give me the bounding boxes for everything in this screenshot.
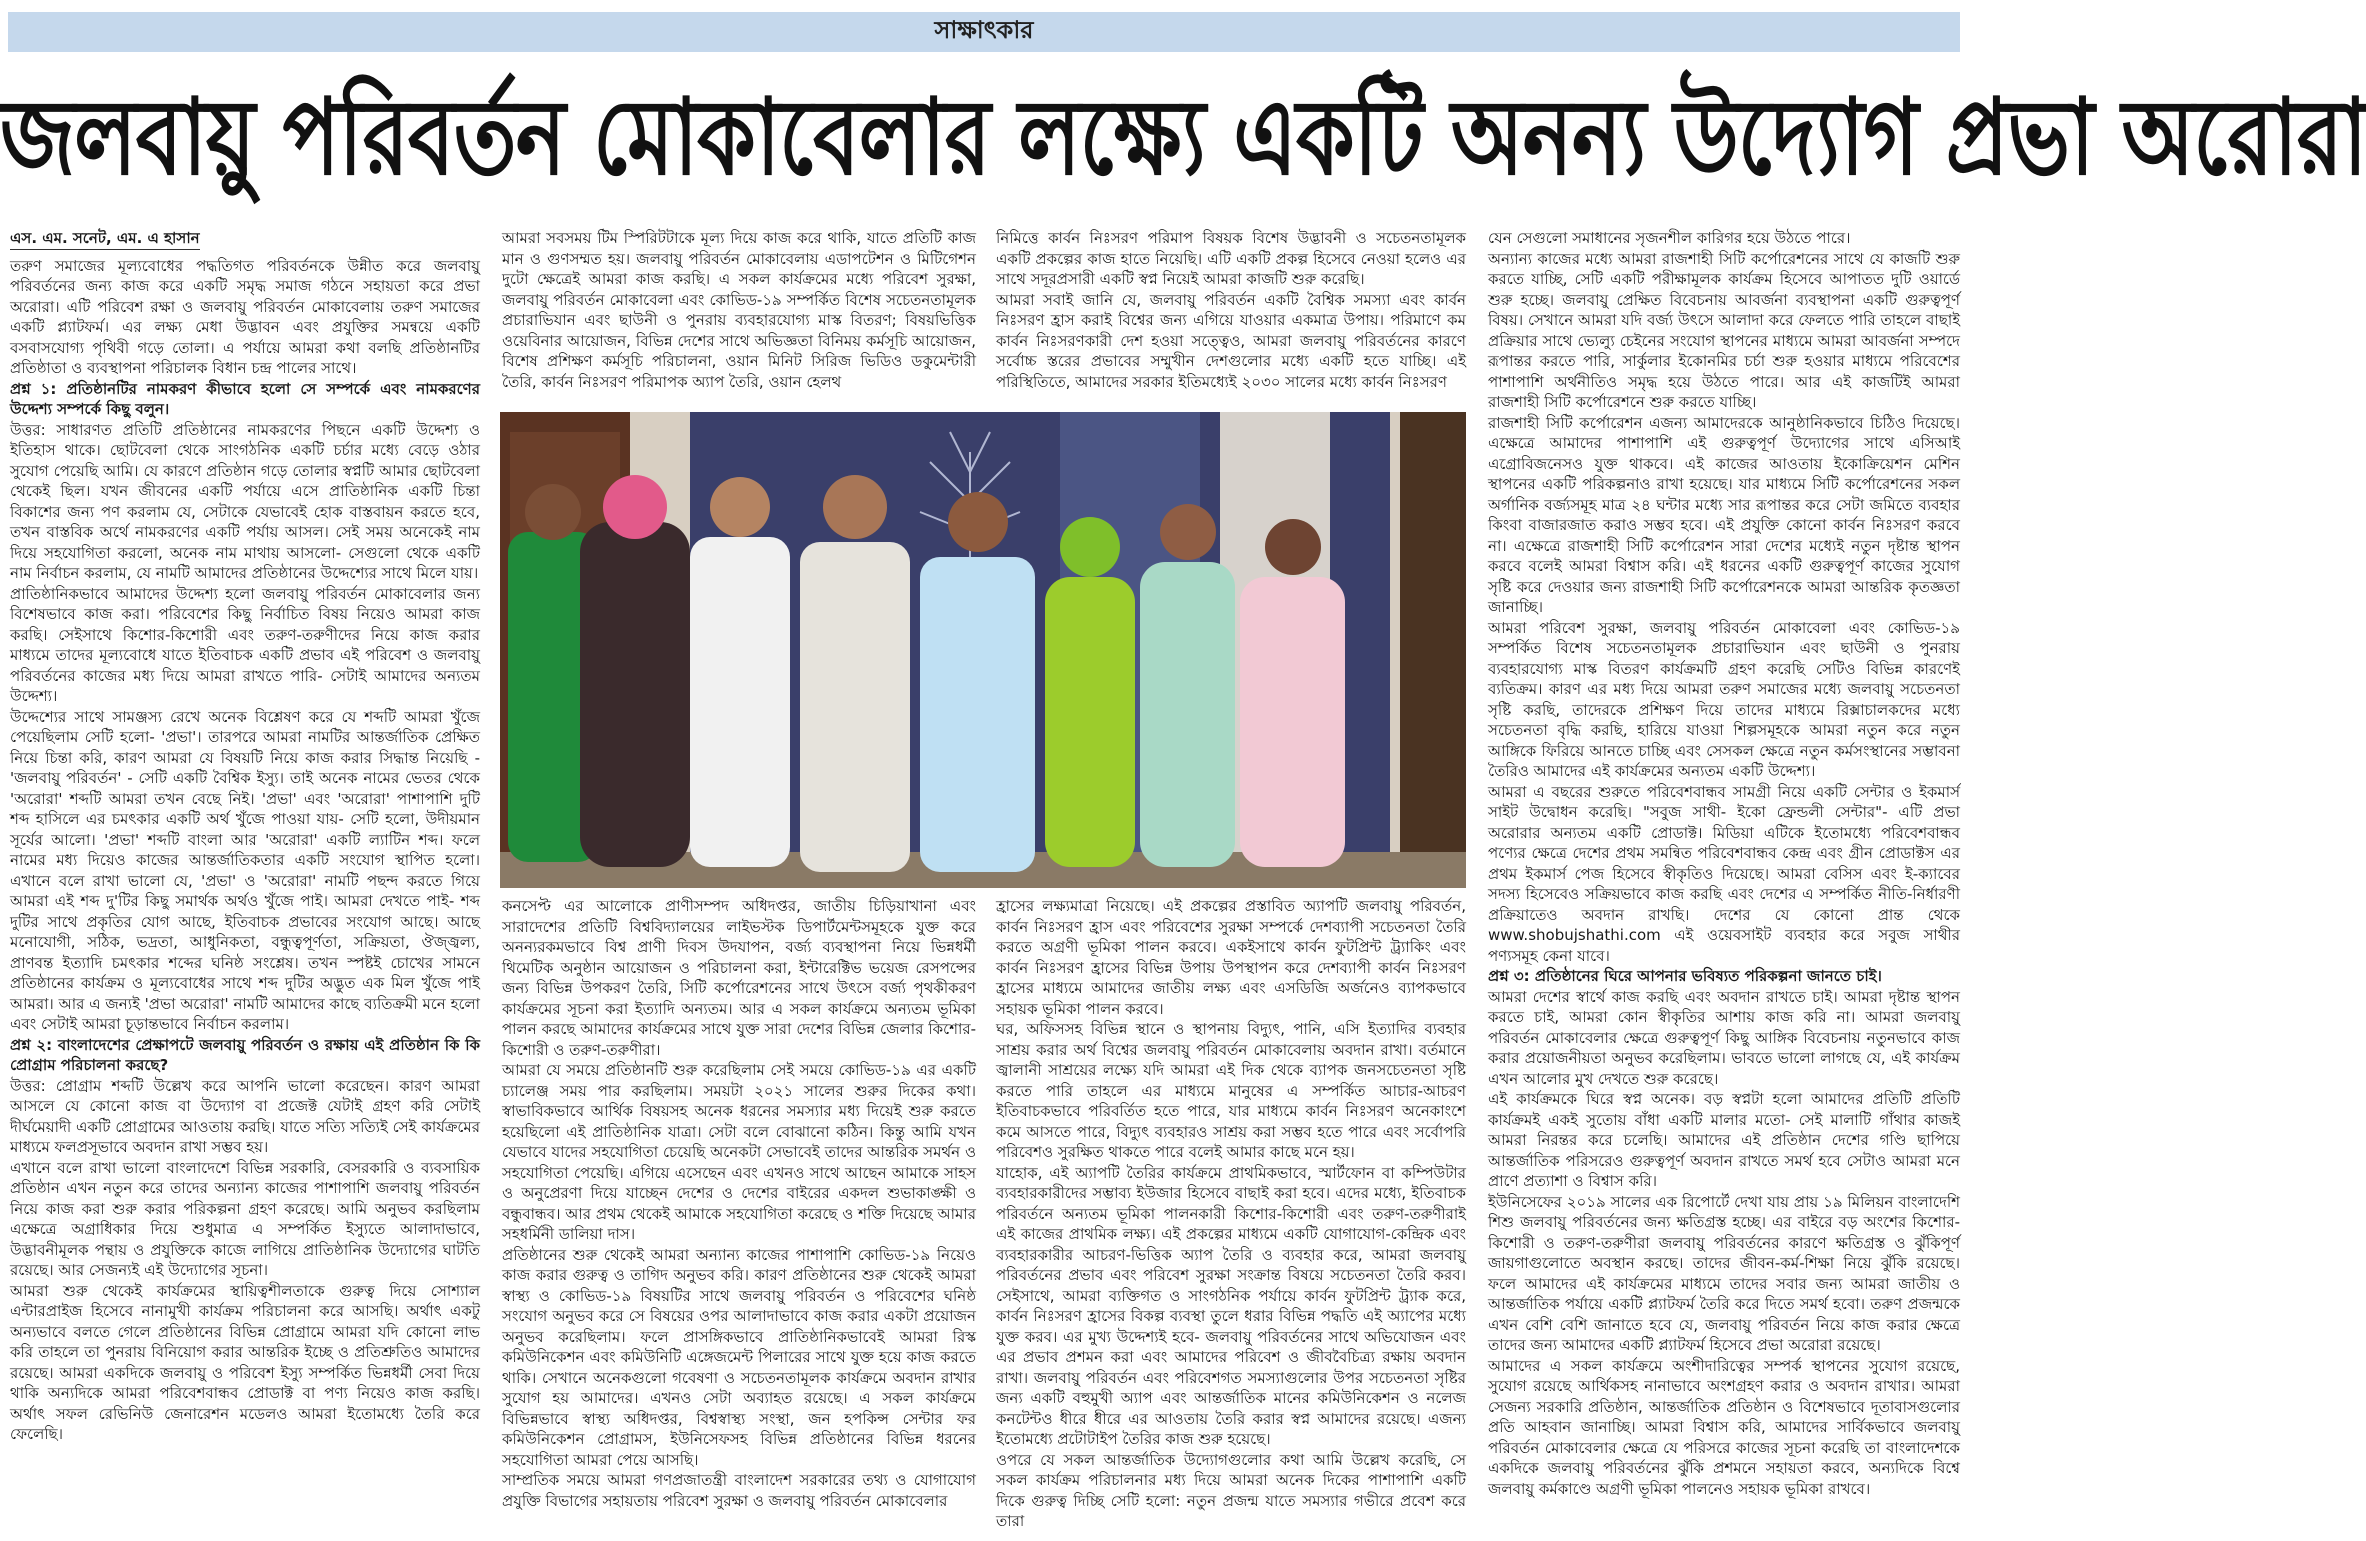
- article-column-3-top: [996, 228, 1466, 404]
- paragraph: যেন সেগুলো সমাধানের সৃজনশীল কারিগর হয়ে উঠতে পারে।: [1488, 229, 1851, 247]
- article-column-3-bottom: [996, 896, 1466, 1540]
- paragraph: সাম্প্রতিক সময়ে আমরা গণপ্রজাতন্ত্রী বাংলাদেশ সরকারের তথ্য ও যোগাযোগ প্রযুক্তি বিভাগের সহায়তায় পরিবেশ সুরক্ষা ও জলবায়ু পরিবর্তন মোকাবেলার: [502, 1471, 976, 1510]
- paragraph: আমরা পরিবেশ সুরক্ষা, জলবায়ু পরিবর্তন মোকাবেলা এবং কোভিড-১৯ সম্পর্কিত বিশেষ সচেতনতামূলক প্রচারাভিযান এবং ছাউনী ও পুনরায় ব্যবহারযোগ্য মাস্ক বিতরণ কার্যক্রমটি গ্রহণ করেছি সেটিও বিভিন্ন কারণেই ব্যতিক্রম। কারণ এর মধ্য দিয়ে আমরা তরুণ সমাজের মধ্যে জলবায়ু সচেতনতা সৃষ্টি করছি, তাদেরকে প্রশিক্ষণ দিয়ে তাদের মাধ্যমে রিক্সাচালকদের মধ্যে সচেতনতা বৃদ্ধি করছি, হারিয়ে যাওয়া শিল্পসমূহকে আমরা নতুন করে নতুন আঙ্গিকে ফিরিয়ে আনতে চাচ্ছি এবং সেসকল ক্ষেত্রে নতুন কর্মসংস্থানের সম্ভাবনা তৈরিও আমাদের এই কার্যক্রমের অন্যতম একটি উদ্দেশ্য।: [1488, 618, 1960, 780]
- paragraph: ওপরে যে সকল আন্তর্জাতিক উদ্যোগগুলোর কথা আমি উল্লেখ করেছি, সে সকল কার্যক্রম পরিচালনার মধ্য দিয়ে আমরা অনেক দিকের পাশাপাশি একটি দিকে গুরুত্ব দিচ্ছি সেটি হলো: নতুন প্রজন্ম যাতে সমস্যার গভীরে প্রবেশ করে তারা: [996, 1450, 1466, 1530]
- paragraph: রাজশাহী সিটি কর্পোরেশন এজন্য আমাদেরকে আনুষ্ঠানিকভাবে চিঠিও দিয়েছে। এক্ষেত্রে আমাদের পাশাপাশি এই গুরুত্বপূর্ণ উদ্যোগের সাথে এসিআই এগ্রোবিজনেসও যুক্ত থাকবে। এই কাজের আওতায় ইকোক্রিয়েশন মেশিন স্থাপনের একটি পরিকল্পনাও রাখা হয়েছে। যার মাধ্যমে সিটি কর্পোরেশনের সকল অর্গানিক বর্জ্যসমূহ মাত্র ২৪ ঘন্টার মধ্যে সার রূপান্তর করে সেটা জমিতে ব্যবহার কিংবা বাজারজাত করাও সম্ভব হবে। এই প্রযুক্তি কোনো কার্বন নিঃসরণ করবে না। এক্ষেত্রে রাজশাহী সিটি কর্পোরেশন সারা দেশের মধ্যেই নতুন দৃষ্টান্ত স্থাপন করবে বলেই আমরা বিশ্বাস করি। এই ধরনের একটি গুরুত্বপূর্ণ কাজের সুযোগ সৃষ্টি করে দেওয়ার জন্য রাজশাহী সিটি কর্পোরেশনকে আমরা আন্তরিক কৃতজ্ঞতা জানাচ্ছি।: [1488, 413, 1960, 616]
- paragraph: ঘর, অফিসসহ বিভিন্ন স্থানে ও স্থাপনায় বিদ্যুৎ, পানি, এসি ইত্যাদির ব্যবহার সাশ্রয় করার অর্থ বিশ্বের জলবায়ু পরিবর্তন মোকাবেলায় অবদান রাখা। বর্তমানে জ্বালানী সাশ্রয়ের লক্ষ্যে যদি আমরা এই দিক থেকে ব্যাপক জনসচেতনতা সৃষ্টি করতে পারি তাহলে এর মাধ্যমে মানুষের এ সম্পর্কিত আচার-আচরণ ইতিবাচকভাবে পরিবর্তিত হতে পারে, যার মাধ্যমে কার্বন নিঃসরণ অনেকাংশে কমে আসতে পারে, বিদ্যুৎ ব্যবহারও সাশ্রয় করা সম্ভব হতে পারে এবং সর্বোপরি পরিবেশও সুরক্ষিত থাকতে পারে বলেই আমার কাছে মনে হয়।: [996, 1020, 1466, 1161]
- paragraph: যাহোক, এই অ্যাপটি তৈরির কার্যক্রমে প্রাথমিকভাবে, স্মার্টফোন বা কম্পিউটার ব্যবহারকারীদের সম্ভাব্য ইউজার হিসেবে বাছাই করা হবে। এদের মধ্যে, ইতিবাচক পরিবর্তনে অন্যতম ভূমিকা পালনকারী কিশোর-কিশোরী এবং তরুণ-তরুণীরাই এই কাজের প্রাথমিক লক্ষ্য। এই প্রকল্পের মাধ্যমে একটি যোগাযোগ-কেন্দ্রিক এবং ব্যবহারকারীর আচরণ-ভিত্তিক অ্যাপ তৈরি ও ব্যবহার করে, আমরা জলবায়ু পরিবর্তনের প্রভাব এবং পরিবেশ সুরক্ষা সংক্রান্ত বিষয়ে সচেতনতা তৈরি করব। সেইসাথে, আমরা ব্যক্তিগত ও সাংগঠনিক পর্যায়ে কার্বন ফুটপ্রিন্ট ট্র্যাক করে, কার্বন নিঃসরণ হ্রাসের বিকল্প ব্যবস্থা তুলে ধরার বিভিন্ন পদ্ধতি এই অ্যাপের মধ্যে যুক্ত করব। এর মুখ্য উদ্দেশ্যই হবে- জলবায়ু পরিবর্তনের সাথে অভিযোজন এবং এর প্রভাব প্রশমন করা এবং আমাদের পরিবেশ ও জীববৈচিত্র্য রক্ষায় অবদান রাখা। জলবায়ু পরিবর্তন এবং পরিবেশগত সমস্যাগুলোর উপর সচেতনতা সৃষ্টির জন্য একটি বহুমুখী অ্যাপ এবং আন্তর্জাতিক মানের কমিউনিকেশন ও নলেজ কনটেন্টও ধীরে ধীরে এর আওতায় তৈরি করার স্বপ্ন আমাদের রয়েছে। এজন্য ইতোমধ্যে প্রটোটাইপ তৈরির কাজ শুরু হয়েছে।: [996, 1163, 1466, 1448]
- paragraph: এই কার্যক্রমকে ঘিরে স্বপ্ন অনেক। বড় স্বপ্নটা হলো আমাদের প্রতিটি প্রতিটি কার্যক্রমই একই সুতোয় বাঁধা একটি মালার মতো- সেই মালাটি গাঁথার কাজই আমরা নিরন্তর করে চলেছি। আমাদের এই প্রতিষ্ঠান দেশের গণ্ডি ছাপিয়ে আন্তর্জাতিক পরিসরেও গুরুত্বপূর্ণ অবদান রাখতে সমর্থ হবে সেটাও আমরা মনে প্রাণে প্রত্যাশা ও বিশ্বাস করি।: [1488, 1090, 1960, 1190]
- paragraph: আমরা দেশের স্বার্থে কাজ করছি এবং অবদান রাখতে চাই। আমরা দৃষ্টান্ত স্থাপন করতে চাই, আমরা কোন স্বীকৃতির আশায় কাজ করি না। আমরা জলবায়ু পরিবর্তন মোকাবেলার ক্ষেত্রে গুরুত্বপূর্ণ কিছু আঙ্গিক বিবেচনায় নতুনভাবে কাজ করার প্রয়োজনীয়তা অনুভব করেছিলাম। ভাবতে ভালো লাগছে যে, এই কার্যক্রম এখন আলোর মুখ দেখতে শুরু করেছে।: [1488, 987, 1960, 1088]
- group-photo: [500, 412, 1466, 888]
- paragraph: প্রশ্ন ২: বাংলাদেশের প্রেক্ষাপটে জলবায়ু পরিবর্তন ও রক্ষায় এই প্রতিষ্ঠান কি কি প্রোগ্রাম পরিচালনা করছে?: [10, 1035, 480, 1074]
- paragraph: প্রাতিষ্ঠানিকভাবে আমাদের উদ্দেশ্য হলো জলবায়ু পরিবর্তন মোকাবেলার জন্য বিশেষভাবে কাজ করা। পরিবেশের কিছু নির্বাচিত বিষয় নিয়েও আমরা কাজ করছি। সেইসাথে কিশোর-কিশোরী এবং তরুণ-তরুণীদের নিয়ে কাজ করার মাধ্যমে তাদের মূল্যবোধে যাতে ইতিবাচক একটি প্রভাব এই পরিবেশ ও জলবায়ু পরিবর্তনের কাজের মধ্য দিয়ে আমরা রাখতে পারি- সেটাই আমাদের অন্যতম উদ্দেশ্য।: [10, 584, 480, 705]
- paragraph: এখানে বলে রাখা ভালো বাংলাদেশে বিভিন্ন সরকারি, বেসরকারি ও ব্যবসায়িক প্রতিষ্ঠান এখন নতুন করে তাদের অন্যান্য কাজের পাশাপাশি জলবায়ু পরিবর্তন নিয়ে কাজ করা শুরু করার পরিকল্পনা গ্রহণ করেছে। আমি অনুভব করছিলাম এক্ষেত্রে অগ্রাধিকার দিয়ে শুধুমাত্র এ সম্পর্কিত ইস্যুতে আলাদাভাবে, উদ্ভাবনীমূলক পন্থায় ও প্রযুক্তিকে কাজে লাগিয়ে প্রাতিষ্ঠানিক উদ্যোগের ঘাটতি রয়েছে। আর সেজন্যই এই উদ্যোগের সূচনা।: [10, 1158, 480, 1279]
- column-3-bottom-text: [996, 896, 1466, 1532]
- paragraph: কনসেপ্ট এর আলোকে প্রাণীসম্পদ অধিদপ্তর, জাতীয় চিড়িয়াখানা এবং সারাদেশের প্রতিটি বিশ্ববিদ্যালয়ের লাইভস্টক ডিপার্টমেন্টসমূহকে যুক্ত করে অনন্যরকমভাবে বিশ্ব প্রাণী দিবস উদযাপন, বর্জ্য ব্যবস্থাপনা নিয়ে ভিন্নধর্মী থিমেটিক অনুষ্ঠান আয়োজন ও পরিচালনা করা, ইন্টারেক্টিভ ভয়েজ রেসপন্সের জন্য বিভিন্ন উপকরণ তৈরি, সিটি কর্পোরেশনের সাথে উৎসে বর্জ্য পৃথকীকরণ কার্যক্রমের সূচনা করা ইত্যাদি অন্যতম। আর এ সকল কার্যক্রমে অন্যতম ভূমিকা পালন করছে আমাদের কার্যক্রমের সাথে যুক্ত সারা দেশের বিভিন্ন জেলার কিশোর-কিশোরী ও তরুণ-তরুণীরা।: [502, 897, 976, 1059]
- paragraph: তরুণ সমাজের মূল্যবোধের পদ্ধতিগত পরিবর্তনকে উন্নীত করে জলবায়ু পরিবর্তনের জন্য কাজ করে একটি সমৃদ্ধ সমাজ গঠনে সহায়তা করে প্রভা অরোরা। এটি পরিবেশ রক্ষা ও জলবায়ু পরিবর্তন মোকাবেলায় তরুণ সমাজের একটি প্ল্যাটফর্ম। এর লক্ষ্য মেধা উদ্ভাবন এবং প্রযুক্তির সমন্বয়ে একটি বসবাসযোগ্য পৃথিবী গড়ে তোলা। এ পর্যায়ে আমরা কথা বলছি প্রতিষ্ঠানটির প্রতিষ্ঠাতা ও ব্যবস্থাপনা পরিচালক বিধান চন্দ্র পালের সাথে।: [10, 256, 480, 377]
- paragraph: আমরা যে সময়ে প্রতিষ্ঠানটি শুরু করেছিলাম সেই সময়ে কোভিড-১৯ এর একটি চ্যালেঞ্জ সময় পার করছিলাম। সময়টা ২০২১ সালের শুরুর দিকের কথা। স্বাভাবিকভাবে আর্থিক বিষয়সহ অনেক ধরনের সমস্যার মধ্য দিয়েই শুরু করতে হয়েছিলো এই প্রাতিষ্ঠানিক যাত্রা। সেটা বলে বোঝানো কঠিন। কিন্তু আমি যখন যেভাবে যাদের সহযোগিতা চেয়েছি অনেকটা সেভাবেই তাদের আন্তরিক সমর্থন ও সহযোগিতা পেয়েছি। এগিয়ে এসেছেন এবং এখনও সাথে আছেন আমাকে সাহস ও অনুপ্রেরণা দিয়ে যাচ্ছেন দেশের ও দেশের বাইরের একদল শুভাকাঙ্ক্ষী ও বন্ধুবান্ধব। আর প্রথম থেকেই আমাকে সহযোগিতা করেছে ও শক্তি দিয়েছে আমার সহধর্মিনী ডালিয়া দাস।: [502, 1061, 976, 1243]
- paragraph: আমরা এ বছরের শুরুতে পরিবেশবান্ধব সামগ্রী নিয়ে একটি সেন্টার ও ইকমার্স সাইট উদ্বোধন করেছি। "সবুজ সাথী- ইকো ফ্রেন্ডলী সেন্টার"- এটি প্রভা অরোরার অন্যতম একটি প্রোডাক্ট। মিডিয়া এটিকে ইতোমধ্যে পরিবেশবান্ধব পণ্যের ক্ষেত্রে দেশের প্রথম সমন্বিত পরিবেশবান্ধব কেন্দ্র এবং গ্রীন প্রোডাক্টস এর প্রথম ইকমার্স পেজ হিসেবে স্বীকৃতিও দিয়েছে। আমরা বেসিস এবং ই-ক্যাবের সদস্য হিসেবেও সক্রিয়ভাবে কাজ করছি এবং দেশের এ সম্পর্কিত নীতি-নির্ধারণী প্রক্রিয়াতেও অবদান রাখছি। দেশের যে কোনো প্রান্ত থেকে www.shobujshathi.com এই ওয়েবসাইট ব্যবহার করে সবুজ সাথীর পণ্যসমূহ কেনা যাবে।: [1488, 782, 1960, 965]
- column-3-top-text: [996, 228, 1466, 392]
- byline: এস. এম. সনেট, এম. এ হাসান: [10, 228, 200, 250]
- paragraph: উত্তর: সাধারণত প্রতিটি প্রতিষ্ঠানের নামকরণের পিছনে একটি উদ্দেশ্য ও ইতিহাস থাকে। ছোটবেলা থেকে সাংগঠনিক একটি চর্চার মধ্যে বেড়ে ওঠার সুযোগ পেয়েছি আমি। যে কারণে প্রতিষ্ঠান গড়ে তোলার স্বপ্নটি আমার ছোটবেলা থেকেই ছিল। যখন জীবনের একটি পর্যায়ে এসে প্রাতিষ্ঠানিক একটি চিন্তা বিকাশের জন্য পণ করলাম যে, সেটাকে যেভাবেই হোক বাস্তবায়ন করতে হবে, তখন বাস্তবিক অর্থে নামকরণের একটি পর্যায় আসল। সেই সময় অনেকেই নাম দিয়ে সহযোগিতা করলো, অনেক নাম মাথায় আসলো- সেগুলো থেকে একটি নাম নির্বাচন করলাম, যে নামটি আমাদের প্রতিষ্ঠানের উদ্দেশ্যের সাথে মিলে যায়।: [10, 420, 480, 582]
- paragraph: প্রশ্ন ১: প্রতিষ্ঠানটির নামকরণ কীভাবে হলো সে সম্পর্কে এবং নামকরণের উদ্দেশ্য সম্পর্কে কিছু বলুন।: [10, 379, 480, 418]
- paragraph: আমরা সবসময় টিম স্পিরিটটাকে মূল্য দিয়ে কাজ করে থাকি, যাতে প্রতিটি কাজ মান ও গুণসম্মত হয়। জলবায়ু পরিবর্তন মোকাবেলায় এডাপটেশন ও মিটিগেশন দুটো ক্ষেত্রেই আমরা কাজ করছি। এ সকল কার্যক্রমের মধ্যে পরিবেশ সুরক্ষা, জলবায়ু পরিবর্তন মোকাবেলা এবং কোভিড-১৯ সম্পর্কিত বিশেষ সচেতনতামূলক প্রচারাভিযান এবং ছাউনী ও পুনরায় ব্যবহারযোগ্য মাস্ক বিতরণ; বিষয়ভিত্তিক ওয়েবিনার আয়োজন, বিভিন্ন দেশের সাথে অভিজ্ঞতা বিনিময় কর্মসূচি আয়োজন, বিশেষ প্রশিক্ষণ কর্মসূচি পরিচালনা, ওয়ান মিনিট সিরিজ ভিডিও ডকুমেন্টারী তৈরি, কার্বন নিঃসরণ পরিমাপক অ্যাপ তৈরি, ওয়ান হেলথ: [502, 229, 976, 391]
- paragraph: প্রতিষ্ঠানের শুরু থেকেই আমরা অন্যান্য কাজের পাশাপাশি কোভিড-১৯ নিয়েও কাজ করার গুরুত্ব ও তাগিদ অনুভব করি। কারণ প্রতিষ্ঠানের শুরু থেকেই আমরা স্বাস্থ্য ও কোভিড-১৯ বিষয়টির সাথে জলবায়ু পরিবর্তন ও পরিবেশের ঘনিষ্ঠ সংযোগ অনুভব করে সে বিষয়ের ওপর আলাদাভাবে কাজ করার একটা প্রয়োজন অনুভব করেছিলাম। ফলে প্রাসঙ্গিকভাবে প্রাতিষ্ঠানিকভাবেই আমরা রিস্ক কমিউনিকেশন এবং কমিউনিটি এঙ্গেজমেন্ট পিলারের সাথে যুক্ত হয়ে কাজ করতে থাকি। সেখানে অনেকগুলো গবেষণা ও সচেতনতামূলক কার্যক্রমে অবদান রাখার সুযোগ হয় আমাদের। এখনও সেটা অব্যাহত রয়েছে। এ সকল কার্যক্রমে বিভিন্নভাবে স্বাস্থ্য অধিদপ্তর, বিশ্বস্বাস্থ্য সংস্থা, জন হপকিন্স সেন্টার ফর কমিউনিকেশন প্রোগ্রামস, ইউনিসেফসহ বিভিন্ন প্রতিষ্ঠানের বিভিন্ন ধরনের সহযোগিতা আমরা পেয়ে আসছি।: [502, 1245, 976, 1469]
- column-2-top-text: [502, 228, 976, 392]
- paragraph: অন্যান্য কাজের মধ্যে আমরা রাজশাহী সিটি কর্পোরেশনের সাথে যে কাজটি শুরু করতে যাচ্ছি, সেটি একটি পরীক্ষামূলক কার্যক্রম হিসেবে আপাতত দুটি ওয়ার্ডে শুরু হচ্ছে। জলবায়ু প্রেক্ষিত বিবেচনায় আবর্জনা ব্যবস্থাপনা একটি গুরুত্বপূর্ণ বিষয়। সেখানে আমরা যদি বর্জ্য উৎসে আলাদা করে ফেলতে পারি তাহলে বাছাই প্রক্রিয়ার সাথে ভ্যেল্যু চেইনের সংযোগ স্থাপনের মাধ্যমে আমরা আবর্জনা সম্পদে রূপান্তর করতে পারি, সার্কুলার ইকোনমির চর্চা শুরু হওয়ার মাধ্যমে পরিবেশের পাশাপাশি অর্থনীতিও সমৃদ্ধ হয়ে উঠতে পারে। আর এই কাজটিই আমরা রাজশাহী সিটি কর্পোরেশনে শুরু করতে যাচ্ছি।: [1488, 249, 1960, 411]
- paragraph: প্রশ্ন ৩: প্রতিষ্ঠানের ঘিরে আপনার ভবিষ্যত পরিকল্পনা জানতে চাই।: [1488, 967, 1882, 985]
- article-column-2-bottom: [502, 896, 976, 1540]
- paragraph: নিমিত্তে কার্বন নিঃসরণ পরিমাপ বিষয়ক বিশেষ উদ্ভাবনী ও সচেতনতামূলক একটি প্রকল্পের কাজ হাতে নিয়েছি। এটি একটি প্রকল্প হিসেবে নেওয়া হলেও এর সাথে সদূরপ্রসারী একটি স্বপ্ন নিয়েই আমরা কাজটি শুরু করেছি।: [996, 229, 1466, 288]
- column-1-text: [10, 256, 480, 1445]
- section-header: [8, 12, 1960, 52]
- section-title: সাক্ষাৎকার: [934, 16, 1034, 44]
- column-4-text: [1488, 228, 1960, 1499]
- paragraph: হ্রাসের লক্ষ্যমাত্রা নিয়েছে। এই প্রকল্পের প্রস্তাবিত অ্যাপটি জলবায়ু পরিবর্তন, কার্বন নিঃসরণ হ্রাস এবং পরিবেশের সুরক্ষা সম্পর্কে দেশব্যাপী সচেতনতা তৈরি করতে অগ্রণী ভূমিকা পালন করবে। একইসাথে কার্বন ফুটপ্রিন্ট ট্র্যাকিং এবং কার্বন নিঃসরণ হ্রাসের বিভিন্ন উপায় উপস্থাপন করে দেশব্যাপী কার্বন নিঃসরণ হ্রাসের মাধ্যমে আমাদের জাতীয় লক্ষ্য এবং এসডিজি অর্জনেও ব্যাপকভাবে সহায়ক ভূমিকা পালন করবে।: [996, 897, 1466, 1018]
- paragraph: আমাদের এ সকল কার্যক্রমে অংশীদারিত্বের সম্পর্ক স্থাপনের সুযোগ রয়েছে, সুযোগ রয়েছে আর্থিকসহ নানাভাবে অংশগ্রহণ করার ও অবদান রাখার। আমরা সেজন্য সরকারি প্রতিষ্ঠান, আন্তর্জাতিক প্রতিষ্ঠান ও বিশেষভাবে দূতাবাসগুলোর প্রতি আহবান জানাচ্ছি। আমরা বিশ্বাস করি, আমাদের সার্বিকভাবে জলবায়ু পরিবর্তন মোকাবেলার ক্ষেত্রে যে পরিসরে কাজের সূচনা করেছি তা বাংলাদেশকে একদিকে জলবায়ু পরিবর্তনের ঝুঁকি প্রশমনে সহায়তা করবে, অন্যদিকে বিশ্বে জলবায়ু কর্মকাণ্ডে অগ্রণী ভূমিকা পালনেও সহায়ক ভূমিকা রাখবে।: [1488, 1356, 1960, 1498]
- column-2-bottom-text: [502, 896, 976, 1511]
- paragraph: উদ্দেশ্যের সাথে সামঞ্জস্য রেখে অনেক বিশ্লেষণ করে যে শব্দটি আমরা খুঁজে পেয়েছিলাম সেটি হলো- 'প্রভা'। তারপরে আমরা নামটির আন্তর্জাতিক প্রেক্ষিত নিয়ে চিন্তা করি, কারণ আমরা যে বিষয়টি নিয়ে কাজ করার সিদ্ধান্ত নিয়েছি - 'জলবায়ু পরিবর্তন' - সেটি একটি বৈশ্বিক ইস্যু। তাই অনেক নামের ভেতর থেকে 'অরোরা' শব্দটি আমরা তখন বেছে নিই। 'প্রভা' এবং 'অরোরা' পাশাপাশি দুটি শব্দ হাসিলে এর চমৎকার একটি অর্থ খুঁজে পাওয়া যায়- সেটি হলো, উদীয়মান সূর্যের আলো। 'প্রভা' শব্দটি বাংলা আর 'অরোরা' একটি ল্যাটিন শব্দ। ফলে নামের মধ্য দিয়েও কাজের আন্তর্জাতিকতার একটি সংযোগ স্থাপিত হলো। এখানে বলে রাখা ভালো যে, 'প্রভা' ও 'অরোরা' নামটি পছন্দ করতে গিয়ে আমরা এই শব্দ দু'টির কিছু সমার্থক অর্থও খুঁজে পাই। আমরা দেখতে পাই- শব্দ দুটির সাথে প্রকৃতির যোগ আছে, ইতিবাচক প্রভাবের সংযোগ আছে। আছে মনোযোগী, সঠিক, ভদ্রতা, আধুনিকতা, বন্ধুত্বপূর্ণতা, সক্রিয়তা, ঔজ্জ্বল্য, প্রাণবন্ত ইত্যাদি চমৎকার শব্দের ঘনিষ্ঠ সংশ্লেষ। তখন স্পষ্টই চোখের সামনে প্রতিষ্ঠানের কার্যক্রম ও মূল্যবোধের সাথে শব্দ দুটির অদ্ভুত এক মিল খুঁজে পাই আমরা। আর এ জন্যই 'প্রভা অরোরা' নামটি আমাদের কাছে ব্যতিক্রমী মনে হলো এবং সেটাই আমরা চূড়ান্তভাবে নির্বাচন করলাম।: [10, 707, 480, 1033]
- article-column-2-top: [502, 228, 976, 404]
- paragraph: আমরা শুরু থেকেই কার্যক্রমের স্থায়িত্বশীলতাকে গুরুত্ব দিয়ে সোশ্যাল এন্টারপ্রাইজ হিসেবে নানামুখী কার্যক্রম পরিচালনা করে আসছি। অর্থাৎ একটু অন্যভাবে বলতে গেলে প্রতিষ্ঠানের বিভিন্ন প্রোগ্রামে আমরা যদি কোনো লাভ করি তাহলে তা পুনরায় বিনিয়োগ করার আন্তরিক ইচ্ছে ও প্রতিশ্রুতিও আমাদের রয়েছে। আমরা একদিকে জলবায়ু ও পরিবেশ ইস্যু সম্পর্কিত ভিন্নধর্মী সেবা দিয়ে থাকি অন্যদিকে আমরা পরিবেশবান্ধব প্রোডাক্ট বা পণ্য নিয়েও কাজ করছি। অর্থাৎ সফল রেভিনিউ জেনারেশন মডেলও আমরা ইতোমধ্যে তৈরি করে ফেলেছি।: [10, 1281, 480, 1443]
- paragraph: উত্তর: প্রোগ্রাম শব্দটি উল্লেখ করে আপনি ভালো করেছেন। কারণ আমরা আসলে যে কোনো কাজ বা উদ্যোগ বা প্রজেক্ট যেটাই গ্রহণ করি সেটাই দীর্ঘমেয়াদী একটি প্রোগ্রামের আওতায় করছি। যাতে সত্যি সত্যিই সেই কার্যক্রমের মাধ্যমে ফলপ্রসূভাবে অবদান রাখা সম্ভব হয়।: [10, 1076, 480, 1156]
- article-column-4: [1488, 228, 1960, 1538]
- headline: জলবায়ু পরিবর্তন মোকাবেলার লক্ষ্যে একটি অনন্য উদ্যোগ প্রভা অরোরা: [0, 75, 2366, 199]
- paragraph: আমরা সবাই জানি যে, জলবায়ু পরিবর্তন একটি বৈশ্বিক সমস্যা এবং কার্বন নিঃসরণ হ্রাস করাই বিশ্বের জন্য এগিয়ে যাওয়ার একমাত্র উপায়। পরিমাণে কম কার্বন নিঃসরণকারী দেশ হওয়া সত্ত্বেও, আমরা জলবায়ু পরিবর্তনের কারণে সর্বোচ্চ স্তরের প্রভাবের সম্মুখীন দেশগুলোর মধ্যে একটি হতে যাচ্ছি। এই পরিস্থিতিতে, আমাদের সরকার ইতিমধ্যেই ২০৩০ সালের মধ্যে কার্বন নিঃসরণ: [996, 290, 1466, 391]
- group-photo-icon: [500, 412, 1466, 888]
- article-column-1: [10, 228, 480, 1538]
- paragraph: ইউনিসেফের ২০১৯ সালের এক রিপোর্টে দেখা যায় প্রায় ১৯ মিলিয়ন বাংলাদেশি শিশু জলবায়ু পরিবর্তনের জন্য ক্ষতিগ্রস্ত হচ্ছে। এর বাইরে বড় অংশের কিশোর-কিশোরী ও তরুণ-তরুণীরা জলবায়ু পরিবর্তনের কারণে ক্ষতিগ্রস্ত ও ঝুঁকিপূর্ণ জায়গাগুলোতে অবস্থান করছে। তাদের জীবন-কর্ম-শিক্ষা নিয়ে ঝুঁকি রয়েছে। ফলে আমাদের এই কার্যক্রমের মাধ্যমে তাদের সবার জন্য আমরা জাতীয় ও আন্তর্জাতিক পর্যায়ে একটি প্ল্যাটফর্ম তৈরি করে দিতে সমর্থ হবো। তরুণ প্রজন্মকে এখন বেশি বেশি জানাতে হবে যে, জলবায়ু পরিবর্তন নিয়ে কাজ করার ক্ষেত্রে তাদের জন্য আমাদের একটি প্ল্যাটফর্ম হিসেবে প্রভা অরোরা রয়েছে।: [1488, 1192, 1960, 1354]
